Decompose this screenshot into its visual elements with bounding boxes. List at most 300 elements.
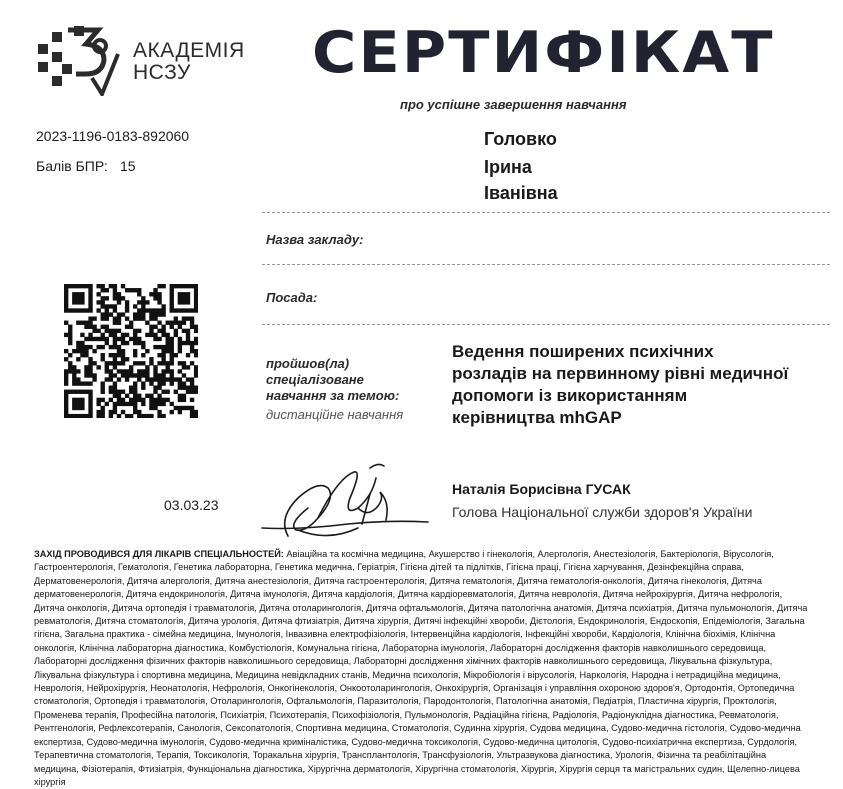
qr-module xyxy=(157,381,161,385)
qr-module xyxy=(149,325,153,329)
qr-module xyxy=(121,333,125,337)
qr-module xyxy=(194,284,198,288)
qr-module xyxy=(121,337,125,341)
qr-module xyxy=(166,390,170,394)
qr-module xyxy=(64,357,68,361)
qr-module xyxy=(88,373,92,377)
qr-module xyxy=(166,377,170,381)
qr-module xyxy=(72,300,76,304)
qr-module xyxy=(178,410,182,414)
qr-module xyxy=(72,390,76,394)
qr-module xyxy=(186,365,190,369)
qr-module xyxy=(64,321,68,325)
qr-module xyxy=(153,288,157,292)
qr-module xyxy=(125,288,129,292)
qr-module xyxy=(121,341,125,345)
qr-module xyxy=(194,304,198,308)
qr-module xyxy=(161,329,165,333)
qr-module xyxy=(174,316,178,320)
qr-module xyxy=(68,329,72,333)
qr-module xyxy=(157,300,161,304)
qr-module xyxy=(174,321,178,325)
qr-module xyxy=(190,325,194,329)
qr-module xyxy=(125,308,129,312)
qr-module xyxy=(161,304,165,308)
qr-module xyxy=(194,288,198,292)
qr-module xyxy=(68,341,72,345)
qr-module xyxy=(153,337,157,341)
qr-module xyxy=(105,308,109,312)
qr-module xyxy=(88,325,92,329)
qr-module xyxy=(101,390,105,394)
qr-module xyxy=(190,349,194,353)
qr-module xyxy=(125,325,129,329)
qr-module xyxy=(170,284,174,288)
qr-module xyxy=(153,296,157,300)
qr-module xyxy=(133,361,137,365)
qr-module xyxy=(96,398,100,402)
qr-module xyxy=(109,369,113,373)
qr-module xyxy=(137,341,141,345)
qr-module xyxy=(96,284,100,288)
qr-module xyxy=(117,337,121,341)
qr-module xyxy=(149,312,153,316)
qr-module xyxy=(157,394,161,398)
qr-module xyxy=(68,353,72,357)
qr-module xyxy=(133,316,137,320)
qr-module xyxy=(182,292,186,296)
qr-module xyxy=(137,312,141,316)
qr-module xyxy=(190,381,194,385)
qr-module xyxy=(170,325,174,329)
qr-module xyxy=(88,406,92,410)
qr-module xyxy=(113,361,117,365)
qr-module xyxy=(133,304,137,308)
qr-module xyxy=(101,406,105,410)
qr-module xyxy=(105,341,109,345)
qr-module xyxy=(170,410,174,414)
qr-module xyxy=(113,292,117,296)
qr-module xyxy=(145,308,149,312)
qr-module xyxy=(121,284,125,288)
qr-module xyxy=(149,406,153,410)
specialties-list xyxy=(34,548,812,789)
qr-module xyxy=(80,381,84,385)
qr-module xyxy=(137,394,141,398)
qr-module xyxy=(84,284,88,288)
qr-module xyxy=(145,365,149,369)
qr-module xyxy=(125,357,129,361)
qr-module xyxy=(105,296,109,300)
signer-title: Голова Національної служби здоров'я України xyxy=(452,504,753,520)
qr-module xyxy=(153,406,157,410)
qr-module xyxy=(178,349,182,353)
course-title xyxy=(452,341,832,429)
qr-module xyxy=(186,296,190,300)
qr-module xyxy=(109,329,113,333)
qr-module xyxy=(117,398,121,402)
qr-module xyxy=(182,381,186,385)
specialties-text: Авіаційна та космічна медицина, Акушерство і гінекологія, Алергологія, Анестезіологія, Бактеріологія, Вірусологія, Гастроентерологія, Гематологія, Генетика лабораторна, Генетика медична, Геріатрія, Гігієна дітей та підлітків, Гігієна праці, Гігієна харчування, Дезінфекційна справа, Дерматовенерологія, Дитяча алергологія, Дитяча анестезіологія, Дитяча гастроентерологія, Дитяча гематологія, Дитяча гематологія-онкологія, Дитяча гінекологія, Дитяча дерматовенерологія, Дитяча ендокринологія, Дитяча імунологія, Дитяча кардіологія, Дитяча кардіоревматологія, Дитяча неврологія, Дитяча нейрохірургія, Дитяча нефрологія, Дитяча онкологія, Дитяча ортопедія і травматологія, Дитяча отоларингологія, Дитяча офтальмологія, Дитяча патологічна анатомія, Дитяча психіатрія, Дитяча пульмонологія, Дитяча ревматологія, Дитяча стоматологія, Дитяча урологія, Дитяча фтизіатрія, Дитяча хірургія, Дитячі інфекційні хвороби, Дієтологія, Ендокринологія, Ендоскопія, Епідеміологія, Загальна гігієна, Загальна практика - сімейна медицина, Імунологія, Інвазивна електрофізіологія, Інтервенційна кардіологія, Інфекційні хвороби, Кардіологія, Клінічна біохімія, Клінічна онкологія, Клінічна лабораторна діагностика, Комбустіологія, Комунальна гігієна, Лабораторна імунологія, Лабораторні дослідження факторів навколишнього середовища, Лабораторні дослідження фізичних факторів навколишнього середовища, Лабораторні дослідження хімічних факторів навколишнього середовища, Лікувальна фізкультура, Лікувальна фізкультура і спортивна медицина, Медицина невідкладних станів, Медична психологія, Мікробіологія і вірусологія, Наркологія, Народна і нетрадиційна медицина, Неврологія, Нейрохірургія, Неонатологія, Нефрологія, Онкогінекологія, Онкоотоларингологія, Онкохірургія, Організація і управління охороною здоров'я, Ортодонтія, Ортопедична стоматологія, Ортопедія і травматологія, Отоларингологія, Офтальмологія, Паразитологія, Пародонтологія, Патологічна анатомія, Педіатрія, Пластична хірургія, Проктологія, Променева терапія, Професійна патологія, Психіатрія, Психотерапія, Психофізіологія, Пульмонологія, Радіаційна гігієна, Радіологія, Радіонуклідна діагностика, Ревматологія, Рентгенологія, Рефлексотерапія, Санологія, Сексопатологія, Спортивна медицина, Стоматологія, Судинна хірургія, Судова медицина, Судово-медична гістологія, Судово-медична експертиза, Судово-медична імунологія, Судово-медична криміналістика, Судово-медична токсикологія, Судово-медична цитологія, Судово-психіатрична експертиза, Сурдологія, Терапевтична стоматологія, Терапія, Токсикологія, Торакальна хірургія, Трансплантологія, Трансфузіологія, Ультразвукова діагностика, Урологія, Фізична та реабілітаційна медицина, Фізіотерапія, Фтизіатрія, Функціональна діагностика, Хірургічна дерматологія, Хірургічна стоматологія, Хірургія, Хірургія серця та магістральних судин, Щелепно-лицева хірургія xyxy=(34,549,808,787)
qr-module xyxy=(125,369,129,373)
qr-module xyxy=(157,410,161,414)
qr-module xyxy=(133,329,137,333)
qr-module xyxy=(80,341,84,345)
qr-module xyxy=(153,386,157,390)
qr-module xyxy=(101,353,105,357)
qr-module xyxy=(161,398,165,402)
qr-module xyxy=(109,284,113,288)
qr-module xyxy=(76,341,80,345)
qr-module xyxy=(113,316,117,320)
qr-module xyxy=(64,373,68,377)
qr-module xyxy=(182,361,186,365)
qr-module xyxy=(64,394,68,398)
qr-module xyxy=(109,410,113,414)
qr-module xyxy=(186,406,190,410)
qr-module xyxy=(194,349,198,353)
qr-module xyxy=(149,333,153,337)
qr-module xyxy=(182,394,186,398)
qr-module xyxy=(161,381,165,385)
qr-module xyxy=(129,325,133,329)
qr-module xyxy=(190,308,194,312)
qr-module xyxy=(174,406,178,410)
qr-module xyxy=(178,406,182,410)
qr-module xyxy=(170,300,174,304)
qr-module xyxy=(145,377,149,381)
qr-module xyxy=(141,353,145,357)
qr-module xyxy=(72,381,76,385)
qr-module xyxy=(84,325,88,329)
qr-module xyxy=(109,312,113,316)
qr-module xyxy=(80,390,84,394)
qr-module xyxy=(133,312,137,316)
qr-module xyxy=(137,292,141,296)
qr-module xyxy=(88,316,92,320)
qr-module xyxy=(96,300,100,304)
qr-module xyxy=(129,386,133,390)
qr-module xyxy=(137,316,141,320)
qr-module xyxy=(133,402,137,406)
qr-module xyxy=(186,333,190,337)
qr-module xyxy=(72,377,76,381)
qr-module xyxy=(80,406,84,410)
qr-module xyxy=(178,386,182,390)
qr-module xyxy=(105,369,109,373)
qr-module xyxy=(174,353,178,357)
qr-module xyxy=(190,361,194,365)
qr-module xyxy=(161,414,165,418)
qr-module xyxy=(186,341,190,345)
qr-module xyxy=(101,410,105,414)
qr-module xyxy=(76,357,80,361)
qr-module xyxy=(137,300,141,304)
qr-code-icon xyxy=(64,284,198,418)
qr-module xyxy=(80,300,84,304)
qr-module xyxy=(125,402,129,406)
qr-module xyxy=(76,300,80,304)
qr-module xyxy=(157,353,161,357)
logo-text-line2: НСЗУ xyxy=(133,61,191,84)
qr-module xyxy=(88,284,92,288)
qr-module xyxy=(133,349,137,353)
qr-module xyxy=(161,345,165,349)
qr-module xyxy=(101,414,105,418)
score-value: 15 xyxy=(120,158,136,174)
qr-module xyxy=(121,373,125,377)
qr-module xyxy=(178,377,182,381)
qr-module xyxy=(84,308,88,312)
qr-module xyxy=(72,414,76,418)
qr-module xyxy=(194,341,198,345)
qr-module xyxy=(76,377,80,381)
qr-module xyxy=(178,325,182,329)
qr-module xyxy=(96,402,100,406)
qr-module xyxy=(113,353,117,357)
qr-module xyxy=(125,300,129,304)
qr-module xyxy=(101,381,105,385)
qr-module xyxy=(153,377,157,381)
qr-module xyxy=(101,300,105,304)
specialties-heading: ЗАХІД ПРОВОДИВСЯ ДЛЯ ЛІКАРІВ СПЕЦІАЛЬНОСТЕЙ: xyxy=(34,549,284,559)
signer-name: Наталія Борисівна ГУСАК xyxy=(452,481,631,497)
qr-module xyxy=(182,365,186,369)
qr-module xyxy=(153,333,157,337)
recipient-first-name: Ірина xyxy=(484,157,532,177)
qr-module xyxy=(125,377,129,381)
qr-module xyxy=(109,353,113,357)
qr-module xyxy=(145,321,149,325)
qr-module xyxy=(141,381,145,385)
qr-module xyxy=(113,296,117,300)
qr-module xyxy=(166,349,170,353)
qr-module xyxy=(92,325,96,329)
qr-module xyxy=(68,284,72,288)
qr-module xyxy=(186,308,190,312)
qr-module xyxy=(76,349,80,353)
qr-module xyxy=(182,398,186,402)
qr-module xyxy=(149,381,153,385)
qr-module xyxy=(190,284,194,288)
qr-module xyxy=(96,365,100,369)
qr-module xyxy=(186,329,190,333)
qr-module xyxy=(182,341,186,345)
qr-module xyxy=(133,398,137,402)
qr-module xyxy=(101,357,105,361)
issue-date: 03.03.23 xyxy=(164,497,219,513)
qr-module xyxy=(72,284,76,288)
qr-module xyxy=(125,414,129,418)
qr-module xyxy=(64,369,68,373)
qr-module xyxy=(113,386,117,390)
qr-module xyxy=(80,308,84,312)
qr-module xyxy=(194,414,198,418)
qr-module xyxy=(194,329,198,333)
qr-module xyxy=(190,321,194,325)
qr-module xyxy=(109,345,113,349)
qr-module xyxy=(88,398,92,402)
qr-module xyxy=(113,337,117,341)
qr-module xyxy=(76,369,80,373)
qr-module xyxy=(170,353,174,357)
qr-module xyxy=(194,292,198,296)
qr-module xyxy=(92,377,96,381)
qr-module xyxy=(72,365,76,369)
qr-module xyxy=(153,369,157,373)
qr-module xyxy=(105,325,109,329)
qr-module xyxy=(149,308,153,312)
qr-module xyxy=(157,337,161,341)
qr-module xyxy=(161,333,165,337)
qr-module xyxy=(178,296,182,300)
qr-module xyxy=(88,300,92,304)
qr-module xyxy=(190,406,194,410)
qr-module xyxy=(64,414,68,418)
course-label xyxy=(266,356,436,404)
qr-module xyxy=(64,406,68,410)
qr-module xyxy=(182,296,186,300)
qr-module xyxy=(76,296,80,300)
qr-module xyxy=(72,349,76,353)
qr-module xyxy=(96,292,100,296)
qr-module xyxy=(72,373,76,377)
qr-module xyxy=(186,300,190,304)
qr-module xyxy=(84,414,88,418)
qr-module xyxy=(186,316,190,320)
qr-module xyxy=(88,296,92,300)
qr-module xyxy=(88,402,92,406)
qr-module xyxy=(129,365,133,369)
qr-module xyxy=(157,308,161,312)
qr-module xyxy=(137,377,141,381)
qr-module xyxy=(161,284,165,288)
qr-module xyxy=(141,304,145,308)
qr-module xyxy=(157,386,161,390)
qr-module xyxy=(113,333,117,337)
qr-module xyxy=(186,292,190,296)
qr-module xyxy=(76,398,80,402)
qr-module xyxy=(117,296,121,300)
qr-module xyxy=(153,308,157,312)
qr-module xyxy=(153,345,157,349)
qr-module xyxy=(88,337,92,341)
qr-module xyxy=(153,316,157,320)
qr-module xyxy=(141,345,145,349)
qr-module xyxy=(113,406,117,410)
qr-module xyxy=(137,308,141,312)
qr-module xyxy=(182,373,186,377)
qr-module xyxy=(170,345,174,349)
divider xyxy=(262,212,830,213)
qr-module xyxy=(64,308,68,312)
qr-module xyxy=(157,329,161,333)
qr-module xyxy=(101,284,105,288)
qr-module xyxy=(84,369,88,373)
qr-module xyxy=(153,312,157,316)
qr-module xyxy=(125,373,129,377)
qr-module xyxy=(117,369,121,373)
qr-module xyxy=(113,390,117,394)
qr-module xyxy=(141,402,145,406)
qr-module xyxy=(153,365,157,369)
qr-module xyxy=(161,373,165,377)
qr-module xyxy=(68,361,72,365)
qr-module xyxy=(194,325,198,329)
qr-module xyxy=(113,329,117,333)
qr-module xyxy=(170,361,174,365)
qr-module xyxy=(194,308,198,312)
qr-module xyxy=(182,321,186,325)
qr-module xyxy=(174,333,178,337)
qr-module xyxy=(186,284,190,288)
qr-module xyxy=(64,377,68,381)
qr-module xyxy=(121,402,125,406)
qr-module xyxy=(80,353,84,357)
qr-module xyxy=(133,288,137,292)
qr-module xyxy=(84,353,88,357)
qr-module xyxy=(96,414,100,418)
qr-module xyxy=(76,308,80,312)
qr-module xyxy=(178,308,182,312)
qr-module xyxy=(157,361,161,365)
qr-module xyxy=(161,369,165,373)
qr-module xyxy=(178,345,182,349)
qr-module xyxy=(166,345,170,349)
qr-module xyxy=(121,312,125,316)
qr-module xyxy=(84,337,88,341)
certificate-subtitle: про успішне завершення навчання xyxy=(400,97,627,112)
qr-module xyxy=(182,300,186,304)
qr-module xyxy=(88,292,92,296)
qr-module xyxy=(137,369,141,373)
institution-label: Назва закладу: xyxy=(266,232,364,247)
qr-module xyxy=(149,414,153,418)
qr-module xyxy=(113,304,117,308)
qr-module xyxy=(96,308,100,312)
qr-module xyxy=(76,321,80,325)
qr-module xyxy=(161,312,165,316)
qr-module xyxy=(68,333,72,337)
qr-module xyxy=(129,414,133,418)
qr-module xyxy=(76,292,80,296)
qr-module xyxy=(141,369,145,373)
qr-module xyxy=(101,398,105,402)
qr-module xyxy=(194,353,198,357)
qr-module xyxy=(109,414,113,418)
course-label-line: спеціалізоване xyxy=(266,372,364,387)
qr-module xyxy=(194,386,198,390)
qr-module xyxy=(194,365,198,369)
qr-module xyxy=(157,284,161,288)
qr-module xyxy=(121,398,125,402)
qr-module xyxy=(80,333,84,337)
qr-module xyxy=(137,410,141,414)
qr-module xyxy=(149,329,153,333)
qr-module xyxy=(117,321,121,325)
qr-module xyxy=(80,349,84,353)
qr-module xyxy=(109,390,113,394)
qr-module xyxy=(153,402,157,406)
qr-module xyxy=(84,321,88,325)
qr-module xyxy=(88,321,92,325)
qr-module xyxy=(170,377,174,381)
qr-module xyxy=(129,321,133,325)
qr-module xyxy=(149,361,153,365)
qr-module xyxy=(133,337,137,341)
qr-module xyxy=(182,308,186,312)
qr-module xyxy=(121,369,125,373)
